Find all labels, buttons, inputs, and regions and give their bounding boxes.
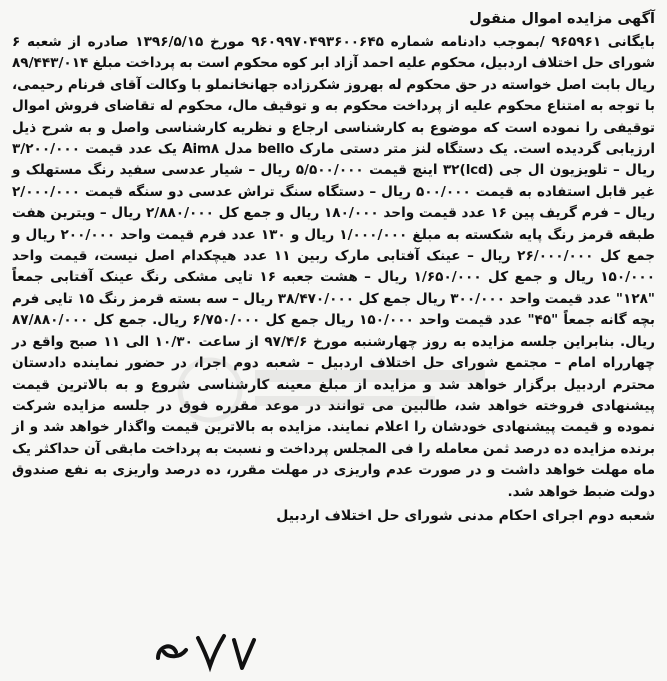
handwritten-number bbox=[150, 628, 260, 674]
notice-title: آگهی مزایده اموال منقول bbox=[469, 11, 655, 27]
auction-notice bbox=[12, 6, 655, 527]
notice-signature: شعبه دوم اجرای احکام مدنی شورای حل اختلاف اردبیل bbox=[276, 507, 655, 524]
notice-body: بایگانی ۹۶۵۹۶۱ /بموجب دادنامه شماره ۹۶۰۹۹۷۰۴۹۳۶۰۰۶۴۵ مورخ ۱۳۹۶/۵/۱۵ صادره از شعبه ۶ شورای حل اختلاف اردبیل، محکوم علیه احمد آزاد ابر کوه محکوم است به پرداخت مبلغ ۸۹/۴۴۳/۰۱۴ ریال بابت اصل خواسته در حق محکوم له بهروز شکرزاده جهانخانملو با وکالت آقای فرنام رحیمی، با توجه به امتناع محکوم علیه از پرداخت محکوم به و توقیف مال، محکوم له تقاضای فروش اموال توقیفی را نموده است که موضوع به کارشناسی ارجاع و نظریه کارشناسی واصل و به شرح ذیل ارزیابی گردیده است. یک دستگاه لنز متر دستی مارک bello مدل Aim۸ یک عدد قیمت ۳/۲۰۰/۰۰۰ ریال – تلویزیون ال جی (lcd)۳۲ اینچ قیمت ۵/۵۰۰/۰۰۰ ریال – شیار عدسی سفید رنگ مستهلک و غیر قابل استفاده به قیمت ۵۰۰/۰۰۰ ریال – دستگاه سنگ تراش عدسی دو سنگه قیمت ۲/۰۰۰/۰۰۰ ریال – فرم گریف پین ۱۶ عدد قیمت واحد ۱۸۰/۰۰۰ ریال و جمع کل ۲/۸۸۰/۰۰۰ ریال – ویترین هفت طبقه قرمز رنگ پایه شکسته به مبلغ ۱/۰۰۰/۰۰۰ ریال و ۱۳۰ عدد فرم قیمت واحد ۲۰۰/۰۰۰ ریال و جمع کل ۲۶/۰۰۰/۰۰۰ ریال – عینک آفتابی مارک ربین ۱۱ عدد هیچکدام اصل نیست، قیمت واحد ۱۵۰/۰۰۰ ریال و جمع کل ۱/۶۵۰/۰۰۰ ریال – هشت جعبه ۱۶ تایی مشکی رنگ عینک آفتابی جمعاً "۱۲۸" عدد قیمت واحد ۳۰۰/۰۰۰ ریال جمع کل ۳۸/۴۷۰/۰۰۰ ریال – سه بسته قرمز رنگ ۱۵ تایی فرم بچه گانه جمعاً "۴۵" عدد قیمت واحد ۱۵۰/۰۰۰ ریال جمع کل ۶/۷۵۰/۰۰۰ ریال. جمع کل ۸۷/۸۸۰/۰۰۰ ریال. بنابراین جلسه مزایده به روز چهارشنبه مورخ ۹۷/۴/۶ از ساعت ۱۰/۳۰ الی ۱۱ صبح واقع در چهارراه امام – مجتمع شورای حل اختلاف اردبیل – شعبه دوم اجرا، در حضور نماینده دادستان محترم اردبیل برگزار خواهد شد و مزایده از مبلغ معینه کارشناسی شروع و به بالاترین قیمت پیشنهادی فروخته خواهد شد، طالبین می توانند در موعد مقرره فوق در جلسه مزایده شرکت نموده و قیمت پیشنهادی خودشان را اعلام نمایند. مزایده به بالاترین قیمت واگذار خواهد شد و از برنده مزایده ده درصد ثمن معامله را فی المجلس پرداخت و نسبت به پرداخت مابقی آن حداکثر یک ماه مهلت خواهد داشت و در صورت عدم واریزی در مهلت مقرر، ده درصد واریزی به نفع صندوق دولت ضبط خواهد شد. bbox=[12, 34, 656, 500]
